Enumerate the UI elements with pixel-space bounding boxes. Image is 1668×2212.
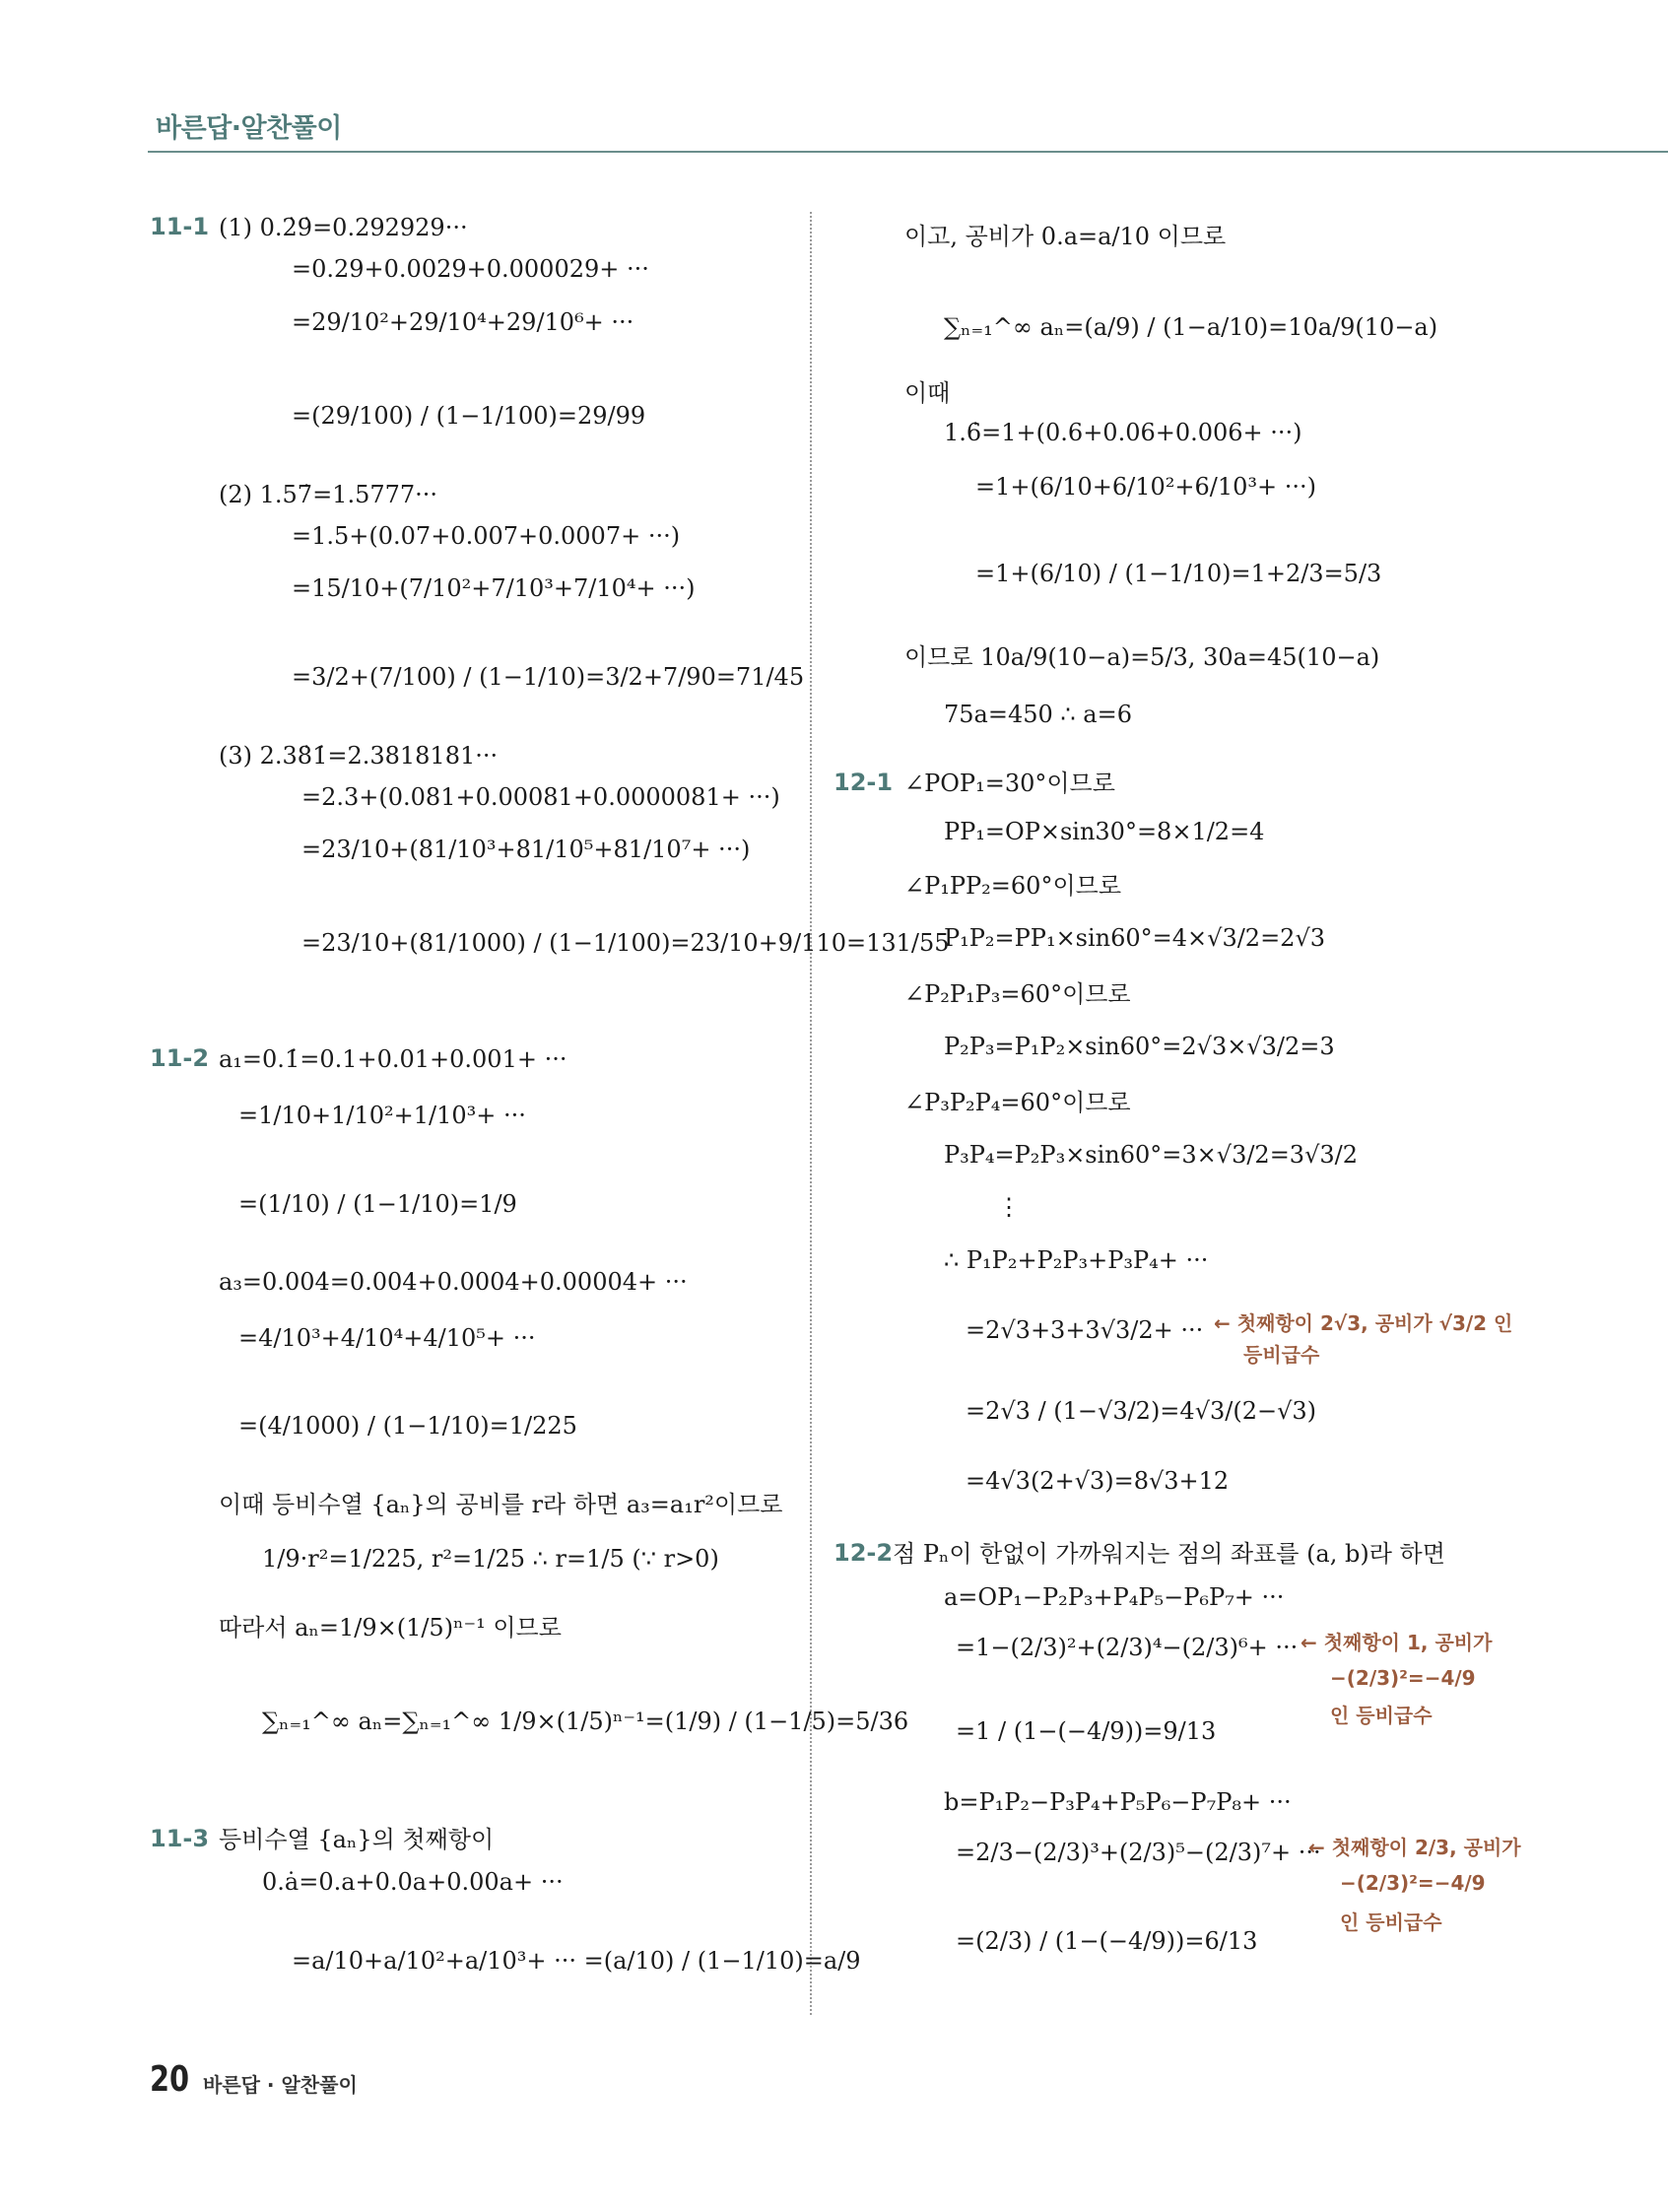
annotation-note: ← 첫째항이 2/3, 공비가 <box>1308 1836 1521 1859</box>
solution-line: =29/10²+29/10⁴+29/10⁶+ ··· <box>292 308 634 336</box>
solution-line: ∠P₁PP₂=60°이므로 <box>904 872 1121 900</box>
solution-line: 이때 <box>904 379 951 407</box>
solution-line: 이때 등비수열 {aₙ}의 공비를 r라 하면 a₃=a₁r²이므로 <box>219 1491 783 1518</box>
solution-line: 이고, 공비가 0.a=a/10 이므로 <box>904 223 1227 250</box>
solution-line: =2/3−(2/3)³+(2/3)⁵−(2/3)⁷+ ··· <box>956 1839 1321 1866</box>
solution-line: =1+(6/10+6/10²+6/10³+ ···) <box>975 473 1316 501</box>
solution-line: 1.6̇=1+(0.6+0.06+0.006+ ···) <box>944 419 1302 446</box>
solution-line: 등비수열 {aₙ}의 첫째항이 <box>219 1826 495 1853</box>
solution-line: a₁=0.1̇=0.1+0.01+0.001+ ··· <box>219 1045 567 1073</box>
annotation-note: 인 등비급수 <box>1340 1910 1442 1934</box>
solution-line: =(2/3) / (1−(−4/9))=6/13 <box>956 1927 1258 1955</box>
footer-title: 바른답 · 알찬풀이 <box>203 2073 358 2097</box>
solution-line: ∑ₙ₌₁^∞ aₙ=(a/9) / (1−a/10)=10a/9(10−a) <box>944 313 1438 341</box>
problem-label: 11-1 <box>150 213 210 240</box>
solution-line: =1+(6/10) / (1−1/10)=1+2/3=5/3 <box>975 560 1382 587</box>
header-divider <box>148 151 1668 153</box>
solution-line: ∴ P₁P₂+P₂P₃+P₃P₄+ ··· <box>944 1246 1209 1274</box>
annotation-note: ← 첫째항이 2√3, 공비가 √3/2 인 <box>1214 1311 1513 1335</box>
solution-line: (2) 1.57̇=1.5777··· <box>219 481 438 508</box>
solution-line: =2√3+3+3√3/2+ ··· <box>966 1316 1204 1344</box>
solution-line: ∠POP₁=30°이므로 <box>904 770 1115 797</box>
solution-line: ∑ₙ₌₁^∞ aₙ=∑ₙ₌₁^∞ 1/9×(1/5)ⁿ⁻¹=(1/9) / (1−1/5)=5/36 <box>262 1708 909 1735</box>
problem-label: 12-1 <box>834 769 894 796</box>
solution-line: =4√3(2+√3)=8√3+12 <box>966 1467 1230 1495</box>
problem-label: 12-2 <box>834 1539 894 1567</box>
solution-line: =2√3 / (1−√3/2)=4√3/(2−√3) <box>966 1397 1317 1425</box>
solution-line: a₃=0.004̇=0.004+0.0004+0.00004+ ··· <box>219 1268 688 1296</box>
problem-label: 11-3 <box>150 1825 210 1852</box>
solution-line: (1) 0.2̇9̇=0.292929··· <box>219 214 468 241</box>
solution-line: ∠P₂P₁P₃=60°이므로 <box>904 980 1131 1008</box>
solution-line: =23/10+(81/10³+81/10⁵+81/10⁷+ ···) <box>301 836 751 863</box>
annotation-note: −(2/3)²=−4/9 <box>1330 1666 1476 1690</box>
solution-line: =1−(2/3)²+(2/3)⁴−(2/3)⁶+ ··· <box>956 1634 1299 1661</box>
solution-line: =4/10³+4/10⁴+4/10⁵+ ··· <box>238 1324 536 1352</box>
solution-line: PP₁=OP×sin30°=8×1/2=4 <box>944 818 1265 845</box>
solution-line: (3) 2.38̇1̇=2.3818181··· <box>219 742 499 770</box>
solution-line: =(29/100) / (1−1/100)=29/99 <box>292 402 646 430</box>
column-divider <box>810 212 812 2015</box>
annotation-note: 등비급수 <box>1243 1343 1320 1367</box>
solution-line: ⋮ <box>997 1193 1021 1221</box>
solution-line: 점 Pₙ이 한없이 가까워지는 점의 좌표를 (a, b)라 하면 <box>893 1540 1445 1568</box>
annotation-note: 인 등비급수 <box>1330 1704 1433 1727</box>
solution-line: =1/10+1/10²+1/10³+ ··· <box>238 1102 526 1129</box>
solution-line: 1/9·r²=1/225, r²=1/25 ∴ r=1/5 (∵ r>0) <box>262 1545 719 1573</box>
page-header-title: 바른답·알찬풀이 <box>156 113 342 144</box>
solution-line: =(1/10) / (1−1/10)=1/9 <box>238 1190 517 1218</box>
page-number: 20 <box>150 2059 190 2100</box>
solution-line: P₁P₂=PP₁×sin60°=4×√3/2=2√3 <box>944 924 1326 952</box>
solution-line: ∠P₃P₂P₄=60°이므로 <box>904 1089 1131 1116</box>
solution-line: 이므로 10a/9(10−a)=5/3, 30a=45(10−a) <box>904 643 1380 671</box>
solution-line: 0.ȧ=0.a+0.0a+0.00a+ ··· <box>262 1868 564 1896</box>
solution-line: =2.3+(0.081+0.00081+0.0000081+ ···) <box>301 783 780 811</box>
solution-line: 75a=450 ∴ a=6 <box>944 701 1132 728</box>
solution-line: =15/10+(7/10²+7/10³+7/10⁴+ ···) <box>292 574 696 602</box>
solution-line: =3/2+(7/100) / (1−1/10)=3/2+7/90=71/45 <box>292 663 805 691</box>
annotation-note: −(2/3)²=−4/9 <box>1340 1871 1486 1895</box>
solution-line: P₂P₃=P₁P₂×sin60°=2√3×√3/2=3 <box>944 1033 1335 1060</box>
solution-line: =a/10+a/10²+a/10³+ ··· =(a/10) / (1−1/10)=a/9 <box>292 1947 861 1975</box>
solution-line: =1 / (1−(−4/9))=9/13 <box>956 1717 1217 1745</box>
solution-line: =23/10+(81/1000) / (1−1/100)=23/10+9/110=131/55 <box>301 929 950 957</box>
solution-line: =1.5+(0.07+0.007+0.0007+ ···) <box>292 522 681 550</box>
solution-line: P₃P₄=P₂P₃×sin60°=3×√3/2=3√3/2 <box>944 1141 1358 1169</box>
solution-line: a=OP₁−P₂P₃+P₄P₅−P₆P₇+ ··· <box>944 1583 1285 1611</box>
solution-line: b=P₁P₂−P₃P₄+P₅P₆−P₇P₈+ ··· <box>944 1788 1292 1816</box>
solution-line: =(4/1000) / (1−1/10)=1/225 <box>238 1412 577 1440</box>
solution-line: =0.29+0.0029+0.000029+ ··· <box>292 255 649 283</box>
annotation-note: ← 첫째항이 1, 공비가 <box>1301 1631 1493 1654</box>
solution-line: 따라서 aₙ=1/9×(1/5)ⁿ⁻¹ 이므로 <box>219 1614 562 1642</box>
problem-label: 11-2 <box>150 1044 210 1072</box>
